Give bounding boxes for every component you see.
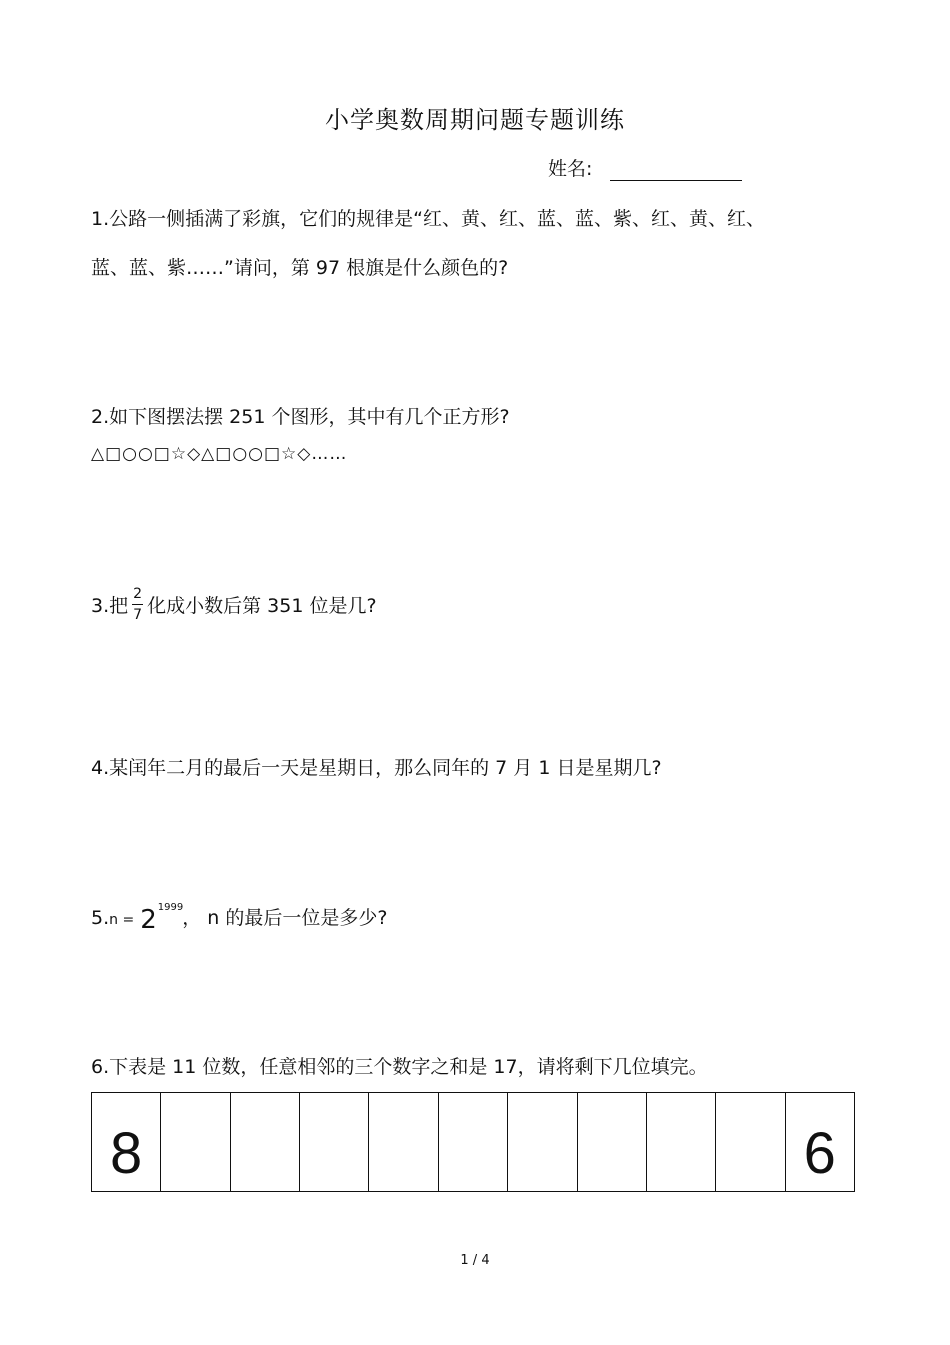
- page-title: 小学奥数周期问题专题训练: [325, 106, 625, 134]
- name-label: 姓名:: [548, 158, 593, 180]
- name-blank-line: [610, 158, 742, 181]
- digit-cell-6[interactable]: [438, 1093, 507, 1192]
- digit-cell-9[interactable]: [646, 1093, 715, 1192]
- question-4: 4.某闰年二月的最后一天是星期日，那么同年的 7 月 1 日是星期几?: [91, 757, 662, 779]
- name-field: [548, 154, 742, 181]
- question-3-suffix: 化成小数后第 351 位是几?: [147, 595, 377, 617]
- power-exponent: 1999: [157, 902, 184, 913]
- question-2-line-1: 2.如下图摆法摆 251 个图形，其中有几个正方形?: [91, 406, 510, 428]
- digit-cell-7[interactable]: [508, 1093, 577, 1192]
- question-5-number: 5.: [91, 907, 110, 929]
- question-5: [91, 904, 387, 934]
- page-number: 1 / 4: [460, 1253, 490, 1268]
- question-5-n-equals: n =: [109, 912, 135, 928]
- question-3-prefix: 3.把: [91, 595, 129, 617]
- digit-cell-1[interactable]: 8: [92, 1093, 161, 1192]
- question-5-suffix: ， n 的最后一位是多少?: [182, 907, 388, 929]
- digit-cell-11[interactable]: 6: [785, 1093, 854, 1192]
- digit-cell-8[interactable]: [577, 1093, 646, 1192]
- fraction-denominator: 7: [133, 607, 143, 623]
- digit-cell-2[interactable]: [161, 1093, 230, 1192]
- question-3: [91, 588, 377, 625]
- question-2-shape-sequence: △□○○□☆◇△□○○□☆◇……: [91, 444, 348, 464]
- question-6: 6.下表是 11 位数，任意相邻的三个数字之和是 17，请将剩下几位填完。: [91, 1056, 708, 1078]
- question-1-line-2: 蓝、蓝、紫……”请问，第 97 根旗是什么颜色的?: [91, 257, 509, 279]
- digit-grid: [91, 1092, 855, 1192]
- digit-cell-3[interactable]: [230, 1093, 299, 1192]
- digit-cell-5[interactable]: [369, 1093, 438, 1192]
- fraction-numerator: 2: [133, 586, 143, 602]
- fraction-two-sevenths: [132, 586, 143, 623]
- digit-cell-4[interactable]: [300, 1093, 369, 1192]
- digit-cell-10[interactable]: [716, 1093, 785, 1192]
- digit-grid-row: [92, 1093, 855, 1192]
- fraction-bar: [132, 604, 143, 605]
- power-base: 2: [140, 905, 157, 935]
- question-1-line-1: 1.公路一侧插满了彩旗，它们的规律是“红、黄、红、蓝、蓝、紫、红、黄、红、: [91, 208, 765, 230]
